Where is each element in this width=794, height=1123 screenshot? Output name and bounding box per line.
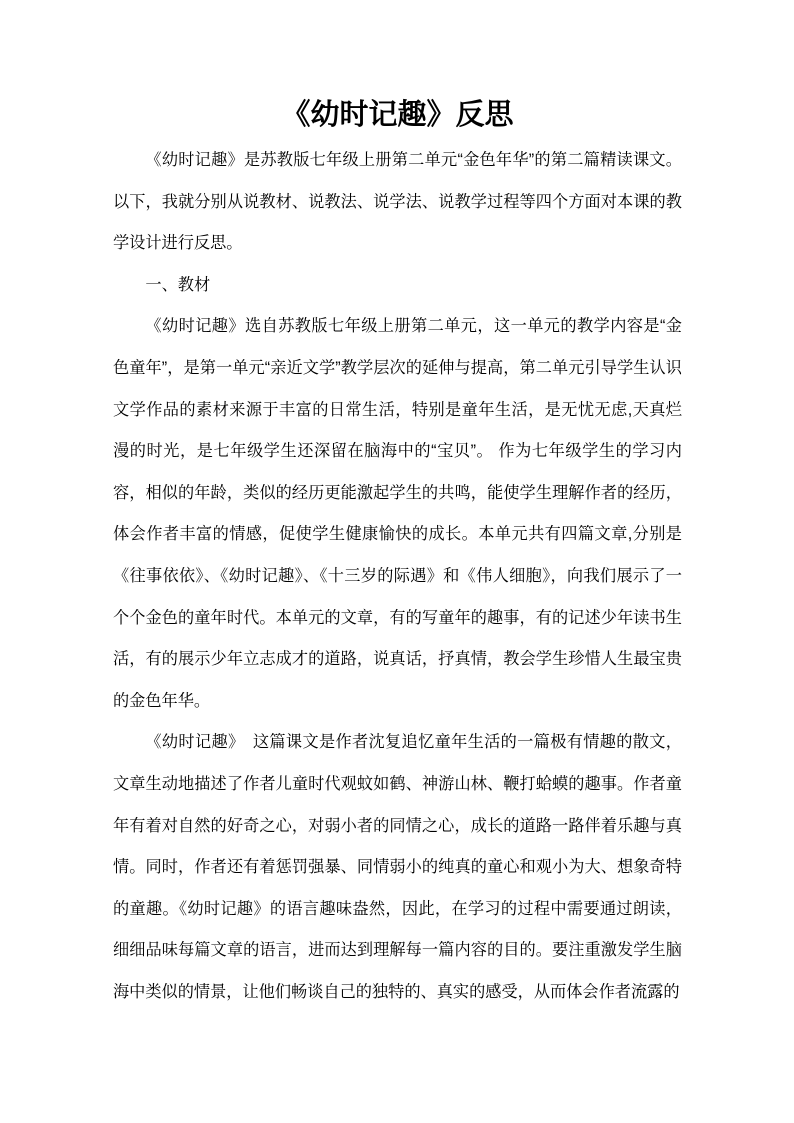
section-heading-teaching-material: 一、教材	[145, 275, 211, 294]
paragraph-intro: 《幼时记趣》是苏教版七年级上册第二单元“金色年华”的第二篇精读课文。以下，我就分别从说教材、说教法、说学法、说教学过程等四个方面对本课的教学设计进行反思。	[113, 151, 682, 253]
paragraph-unit-overview: 《幼时记趣》选自苏教版七年级上册第二单元，这一单元的教学内容是“金色童年”，是第一单元“亲近文学”教学层次的延伸与提高，第二单元引导学生认识文学作品的素材来源于丰富的日常生活，特别是童年生活，是无忧无虑,天真烂漫的时光，是七年级学生还深留在脑海中的“宝贝”。 作为七年级学生的学习内容，相似的年龄，类似的经历更能激起学生的共鸣，能使学生理解作者的经历，体会作者丰富的情感，促使学生健康愉快的成长。本单元共有四篇文章,分别是《往事依依》、《幼时记趣》、《十三岁的际遇》和《伟人细胞》，向我们展示了一个个金色的童年时代。本单元的文章，有的写童年的趣事，有的记述少年读书生活，有的展示少年立志成才的道路，说真话，抒真情，教会学生珍惜人生最宝贵的金色年华。	[113, 317, 682, 710]
document-title: 《幼时记趣》反思	[281, 99, 514, 131]
paragraph-text-analysis: 《幼时记趣》 这篇课文是作者沈复追忆童年生活的一篇极有情趣的散文，文章生动地描述了作者儿童时代观蚊如鹤、神游山林、鞭打蛤蟆的趣事。作者童年有着对自然的好奇之心，对弱小者的同情之心，成长的道路一路伴着乐趣与真情。同时，作者还有着惩罚强暴、同情弱小的纯真的童心和观小为大、想象奇特的童趣。《幼时记趣》的语言趣味盎然，因此，在学习的过程中需要通过朗读，细细品味每篇文章的语言，进而达到理解每一篇内容的目的。要注重激发学生脑海中类似的情景，让他们畅谈自己的独特的、真实的感受，从而体会作者流露的	[113, 733, 682, 1001]
